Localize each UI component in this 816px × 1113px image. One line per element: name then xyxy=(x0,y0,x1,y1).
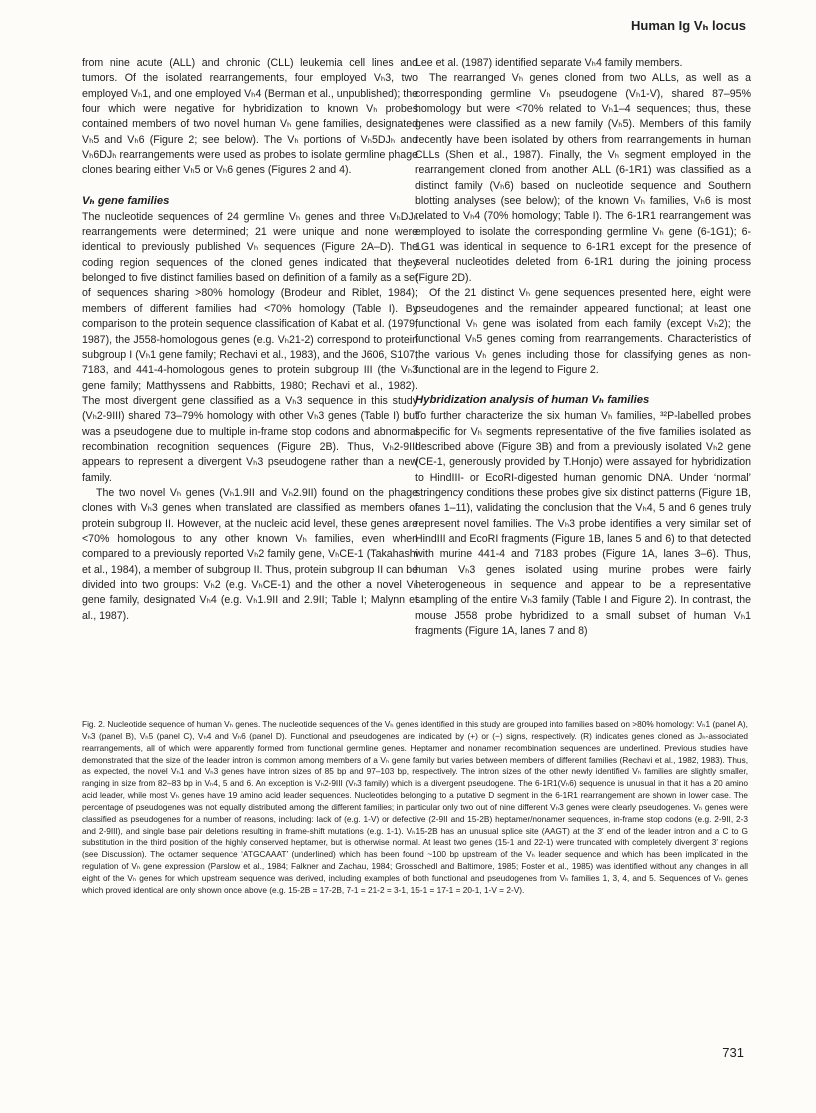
running-head: Human Ig Vₕ locus xyxy=(631,18,746,33)
right-paragraph-2: The rearranged Vₕ genes cloned from two ALLs, as well as a corresponding germline Vₕ pseudogene (Vₕ1-V), shared 87–95% homology but were <70% related to Vₕ1–4 sequences; thus, these genes were classified as a new family (Vₕ5). Members of this family recently have been isolated by others from rearrangements in human CLLs (Shen et al., 1987). Finally, the Vₕ segment employed in the rearrangement cloned from another ALL (6-1R1) was classified as a distinct family (Vₕ6) based on nucleotide sequence and Southern blotting analyses (see below); of the known Vₕ families, Vₕ6 is most related to Vₕ4 (70% homology; Table I). The 6-1R1 rearrangement was employed to isolate the corresponding germline Vₕ gene (6-1G1); 6-1G1 was identical in sequence to 6-1R1 except for the presence of several nucleotides deleted from 6-1R1 during the joining process (Figure 2D). xyxy=(415,72,751,284)
left-paragraph-3: The two novel Vₕ genes (Vₕ1.9II and Vₕ2.9II) found on the phage clones with Vₕ3 genes when translated are classified as members of protein subgroup II. However, at the nucleic acid level, these genes are <70% homologous to any other known Vₕ families, even when compared to a previously reported Vₕ2 family gene, VₕCE-1 (Takahashi et al., 1984), a member of subgroup II. Thus, protein subgroup II can be divided into two groups: Vₕ2 (e.g. VₕCE-1) and the other a novel Vₕ gene family, designated Vₕ4 (e.g. Vₕ1.9II and 2.9II; Table I; Malynn et al., 1987). xyxy=(82,486,418,622)
page-number: 731 xyxy=(722,1045,744,1060)
figure-2-caption xyxy=(82,719,748,897)
left-paragraph-2: The nucleotide sequences of 24 germline Vₕ genes and three VₕDJₕ rearrangements were determined; 21 were unique and none were identical to previously published Vₕ sequences (Figure 2A–D). The coding region sequences of the cloned genes indicated that they belonged to five distinct families based on definition of a family as a set of sequences sharing >80% homology (Brodeur and Riblet, 1984); members of different families had <70% homology (Table I). By comparison to the protein sequence classification of Kabat et al. (1979, 1987), the J558-homologous genes (e.g. Vₕ21-2) correspond to protein subgroup I (Vₕ1 gene family; Rechavi et al., 1983), and the J606, S107, 7183, and 441-4-homologous genes to protein subgroup III (the Vₕ3 gene family; Matthyssens and Rabbitts, 1980; Rechavi et al., 1982). The most divergent gene classified as a Vₕ3 sequence in this study (Vₕ2-9III) shared 73–79% homology with other Vₕ3 genes (Table I) but was a pseudogene due to multiple in-frame stop codons and abnormal recombination recognition sequences (Figure 2B). Thus, Vₕ2-9III appears to represent a divergent Vₕ3 pseudogene rather than a new family. xyxy=(82,210,418,484)
section-heading-vh-gene-families: Vₕ gene families xyxy=(82,194,170,207)
left-column xyxy=(82,56,418,624)
section-heading-hybridization: Hybridization analysis of human Vₕ families xyxy=(415,394,650,407)
right-paragraph-4: To further characterize the six human Vₕ families, ³²P-labelled probes specific for Vₕ segments representative of the five families isolated as described above (Figure 3B) and from a previously isolated Vₕ2 gene (CE-1, generously provided by T.Honjo) were assayed for hybridization to HindIII- or EcoRI-digested human genomic DNA. Under ‘normal’ stringency conditions these probes give six distinct patterns (Figure 1B, lanes 1–11), validating the conclusion that the Vₕ4, 5 and 6 genes truly represent novel families. The Vₕ3 probe identifies a very similar set of HindIII and EcoRI fragments (Figure 1B, lanes 5 and 6) to that detected with murine 441-4 and 7183 probes (Figure 1A, lanes 3–6). Thus, human Vₕ3 genes isolated using murine probes were fairly heterogeneous in sequence and appear to be a representative sampling of the entire Vₕ3 family (Table I and Figure 2). In contrast, the mouse J558 probe hybridized to a small subset of human Vₕ1 fragments (Figure 1A, lanes 7 and 8) xyxy=(415,410,751,638)
right-paragraph-3: Of the 21 distinct Vₕ gene sequences presented here, eight were pseudogenes and the remainder appeared functional; at least one functional Vₕ gene was isolated from each family (except Vₕ2); the functional Vₕ5 genes coming from rearrangements. Characteristics of the various Vₕ genes including those for classifying genes as non-functional are in the legend to Figure 2. xyxy=(415,287,751,376)
caption-text: Fig. 2. Nucleotide sequence of human Vₕ genes. The nucleotide sequences of the Vₕ genes identified in this study are grouped into families based on >80% homology: Vₕ1 (panel A), Vₕ3 (panel B), Vₕ5 (panel C), Vₕ4 and Vₕ6 (panel D). Functional and pseudogenes are indicated by (+) or (−) signs, respectively. (R) indicates genes cloned as Jₕ-associated rearrangements, all of which were apparently formed from functional germline genes. Heptamer and nonamer recombination sequences are underlined. Previous studies have demonstrated that the size of the leader intron is common among members of a Vₕ gene family but varies between members of different families (Rechavi et al., 1982, 1983). Thus, as expected, the novel Vₕ1 and Vₕ3 genes have intron sizes of 85 bp and 97–103 bp, respectively. The intron sizes of the other newly identified Vₕ families are slightly smaller, ranging in size from 82–83 bp in Vₕ4, 5 and 6. An exception is Vₕ2-9III (Vₕ3 family) which is a divergent pseudogene. The 6-1R1(Vₕ6) sequence is unusual in that it has a 20 amino acid leader, while most Vₕ genes have 19 amino acid leader sequences. Nucleotides belonging to a putative D segment in the 6-1R1 rearrangement are shown in lower case. The percentage of pseudogenes was not equally distributed among the different families; in particular only two out of nine different Vₕ3 genes were clearly pseudogenes. Vₕ genes were classified as pseudogenes for a number of reasons, including: lack of (e.g. 1-V) or defective (2-9II and 15-2B) heptamer/nonamer sequences, in-frame stop codons (e.g. 2-9II, 2-3 and 2-9III), and single base pair deletions resulting in frame-shift mutations (e.g. 1-1). Vₕ15-2B has an unusual splice site (AAGT) at the 3′ end of the leader intron and a C to G substitution in the third position of the highly conserved heptamer, but is otherwise normal. At least two genes (15-1 and 22-1) were truncated with completely divergent 3′ regions (see Discussion). The octamer sequence ‘ATGCAAAT’ (underlined) which has been found ~100 bp upstream of the Vₕ leader sequence and which has been implicated in the regulation of Vₕ gene expression (Parslow et al., 1984; Falkner and Zachau, 1984; Grosschedl and Baltimore, 1985; Foster et al., 1985) was identified without any changes in all eight of the Vₕ genes for which upstream sequence was derived, including examples of both functional and pseudogenes from Vₕ families 1, 3, 4, and 5. Sequences of Vₕ genes which proved identical are only shown once above (e.g. 15-2B = 17-2B, 7-1 = 21-2 = 3-1, 15-1 = 17-1 = 20-1, 1-V = 2-V). xyxy=(82,719,749,895)
left-paragraph-1: from nine acute (ALL) and chronic (CLL) leukemia cell lines and tumors. Of the isolated rearrangements, four employed Vₕ3, two employed Vₕ1, and one employed Vₕ4 (Berman et al., unpublished); the four which were negative for hybridization to known Vₕ probes contained members of two novel human Vₕ gene families, designated Vₕ5 and Vₕ6 (Figure 2; see below). The Vₕ portions of Vₕ5DJₕ and Vₕ6DJₕ rearrangements were used as probes to isolate germline phage clones bearing either Vₕ5 or Vₕ6 genes (Figures 2 and 4). xyxy=(82,57,418,177)
right-paragraph-1: Lee et al. (1987) identified separate Vₕ4 family members. xyxy=(415,57,683,69)
right-column xyxy=(415,56,751,639)
